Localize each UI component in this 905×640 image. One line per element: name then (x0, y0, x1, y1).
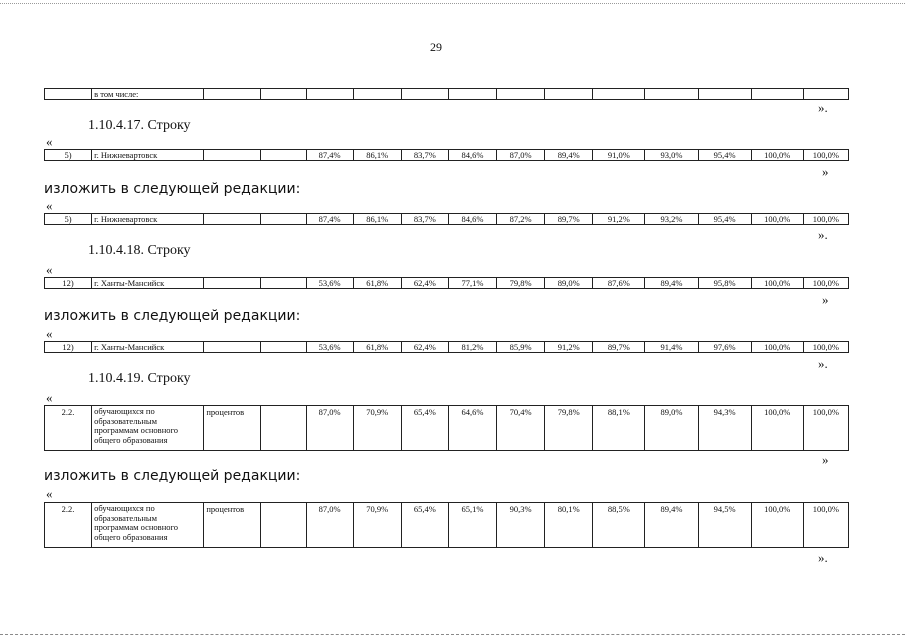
open-quote: « (46, 198, 53, 213)
value-cell (497, 89, 545, 100)
scan-edge-top (0, 3, 905, 4)
value-cell: 70,9% (353, 503, 401, 548)
value-cell: 53,6% (306, 342, 353, 353)
value-cell: 65,1% (448, 503, 496, 548)
value-cell: 87,4% (306, 150, 353, 161)
value-cell: 89,0% (545, 278, 593, 289)
row-name: в том числе: (92, 89, 204, 100)
value-cell: 87,4% (306, 214, 353, 225)
value-cell: 91,0% (593, 150, 645, 161)
row-number: 2.2. (45, 503, 92, 548)
row-unit (204, 278, 260, 289)
table-row-khanty-mansiysk-new (44, 341, 849, 353)
value-cell: 100,0% (803, 406, 848, 451)
value-cell (593, 89, 645, 100)
value-cell: 64,6% (448, 406, 496, 451)
value-cell: 87,0% (497, 150, 545, 161)
page-number: 29 (430, 40, 442, 54)
value-cell (803, 89, 848, 100)
row-base (260, 503, 306, 548)
value-cell: 97,6% (698, 342, 751, 353)
value-cell (751, 89, 803, 100)
value-cell: 61,8% (353, 342, 401, 353)
value-cell: 87,6% (593, 278, 645, 289)
value-cell: 87,0% (306, 503, 353, 548)
row-name: г. Ханты-Мансийск (92, 278, 204, 289)
value-cell: 87,0% (306, 406, 353, 451)
value-cell: 89,0% (645, 406, 698, 451)
value-cell: 81,2% (448, 342, 496, 353)
value-cell: 100,0% (751, 278, 803, 289)
value-cell: 100,0% (803, 503, 848, 548)
value-cell: 100,0% (803, 150, 848, 161)
row-base (260, 278, 306, 289)
row-name: г. Нижневартовск (92, 214, 204, 225)
close-quote: ». (818, 550, 828, 565)
value-cell: 100,0% (803, 342, 848, 353)
value-cell: 79,8% (497, 278, 545, 289)
value-cell: 83,7% (401, 150, 448, 161)
value-cell: 100,0% (803, 278, 848, 289)
table-row-students-old (44, 405, 849, 451)
row-unit (204, 150, 260, 161)
value-cell: 83,7% (401, 214, 448, 225)
heading-1-10-4-19: 1.10.4.19. Строку (88, 371, 191, 386)
row-number: 5) (45, 150, 92, 161)
value-cell: 89,7% (545, 214, 593, 225)
edit-instruction: изложить в следующей редакции: (44, 181, 301, 197)
value-cell: 65,4% (401, 503, 448, 548)
value-cell (401, 89, 448, 100)
value-cell: 53,6% (306, 278, 353, 289)
row-unit (204, 342, 260, 353)
value-cell: 94,5% (698, 503, 751, 548)
value-cell: 84,6% (448, 214, 496, 225)
value-cell: 100,0% (751, 342, 803, 353)
row-unit: процентов (204, 503, 260, 548)
open-quote: « (46, 486, 53, 501)
value-cell (645, 89, 698, 100)
table-row-nizhnevartovsk-old (44, 149, 849, 161)
heading-1-10-4-18: 1.10.4.18. Строку (88, 243, 191, 258)
value-cell (448, 89, 496, 100)
value-cell: 90,3% (497, 503, 545, 548)
edit-instruction: изложить в следующей редакции: (44, 468, 301, 484)
value-cell: 88,5% (593, 503, 645, 548)
close-quote: » (822, 452, 829, 467)
value-cell: 70,9% (353, 406, 401, 451)
row-number: 2.2. (45, 406, 92, 451)
close-quote: ». (818, 356, 828, 371)
value-cell: 95,4% (698, 214, 751, 225)
table-row-students-new (44, 502, 849, 548)
value-cell: 89,4% (645, 503, 698, 548)
open-quote: « (46, 262, 53, 277)
value-cell: 100,0% (803, 214, 848, 225)
row-number: 12) (45, 278, 92, 289)
row-number (45, 89, 92, 100)
row-number: 5) (45, 214, 92, 225)
value-cell: 93,0% (645, 150, 698, 161)
row-name: обучающихся по образовательным программам основного общего образования (92, 406, 204, 451)
open-quote: « (46, 326, 53, 341)
value-cell (306, 89, 353, 100)
value-cell: 91,4% (645, 342, 698, 353)
value-cell: 65,4% (401, 406, 448, 451)
open-quote: « (46, 134, 53, 149)
table-row-khanty-mansiysk-old (44, 277, 849, 289)
value-cell (698, 89, 751, 100)
value-cell: 100,0% (751, 214, 803, 225)
value-cell: 61,8% (353, 278, 401, 289)
value-cell: 87,2% (497, 214, 545, 225)
value-cell: 94,3% (698, 406, 751, 451)
close-quote: ». (818, 100, 828, 115)
value-cell: 95,4% (698, 150, 751, 161)
value-cell: 70,4% (497, 406, 545, 451)
value-cell: 62,4% (401, 342, 448, 353)
value-cell: 79,8% (545, 406, 593, 451)
row-name: обучающихся по образовательным программам основного общего образования (92, 503, 204, 548)
row-unit: процентов (204, 406, 260, 451)
close-quote: » (822, 292, 829, 307)
value-cell: 89,4% (645, 278, 698, 289)
open-quote: « (46, 390, 53, 405)
value-cell: 80,1% (545, 503, 593, 548)
row-number: 12) (45, 342, 92, 353)
value-cell: 86,1% (353, 214, 401, 225)
value-cell: 62,4% (401, 278, 448, 289)
row-base (260, 342, 306, 353)
value-cell: 100,0% (751, 150, 803, 161)
value-cell: 88,1% (593, 406, 645, 451)
value-cell: 86,1% (353, 150, 401, 161)
value-cell: 93,2% (645, 214, 698, 225)
value-cell: 91,2% (545, 342, 593, 353)
row-base (260, 406, 306, 451)
value-cell: 89,4% (545, 150, 593, 161)
row-base (260, 89, 306, 100)
close-quote: ». (818, 227, 828, 242)
value-cell: 100,0% (751, 406, 803, 451)
value-cell: 84,6% (448, 150, 496, 161)
table-row-nizhnevartovsk-new (44, 213, 849, 225)
row-name: г. Ханты-Мансийск (92, 342, 204, 353)
table-row-including (44, 88, 849, 100)
value-cell (545, 89, 593, 100)
value-cell (353, 89, 401, 100)
value-cell: 100,0% (751, 503, 803, 548)
value-cell: 77,1% (448, 278, 496, 289)
row-unit (204, 89, 260, 100)
scan-edge-bottom (0, 634, 905, 635)
value-cell: 85,9% (497, 342, 545, 353)
edit-instruction: изложить в следующей редакции: (44, 308, 301, 324)
row-name: г. Нижневартовск (92, 150, 204, 161)
value-cell: 89,7% (593, 342, 645, 353)
close-quote: » (822, 164, 829, 179)
value-cell: 91,2% (593, 214, 645, 225)
value-cell: 95,8% (698, 278, 751, 289)
row-base (260, 150, 306, 161)
row-base (260, 214, 306, 225)
heading-1-10-4-17: 1.10.4.17. Строку (88, 118, 191, 133)
row-unit (204, 214, 260, 225)
